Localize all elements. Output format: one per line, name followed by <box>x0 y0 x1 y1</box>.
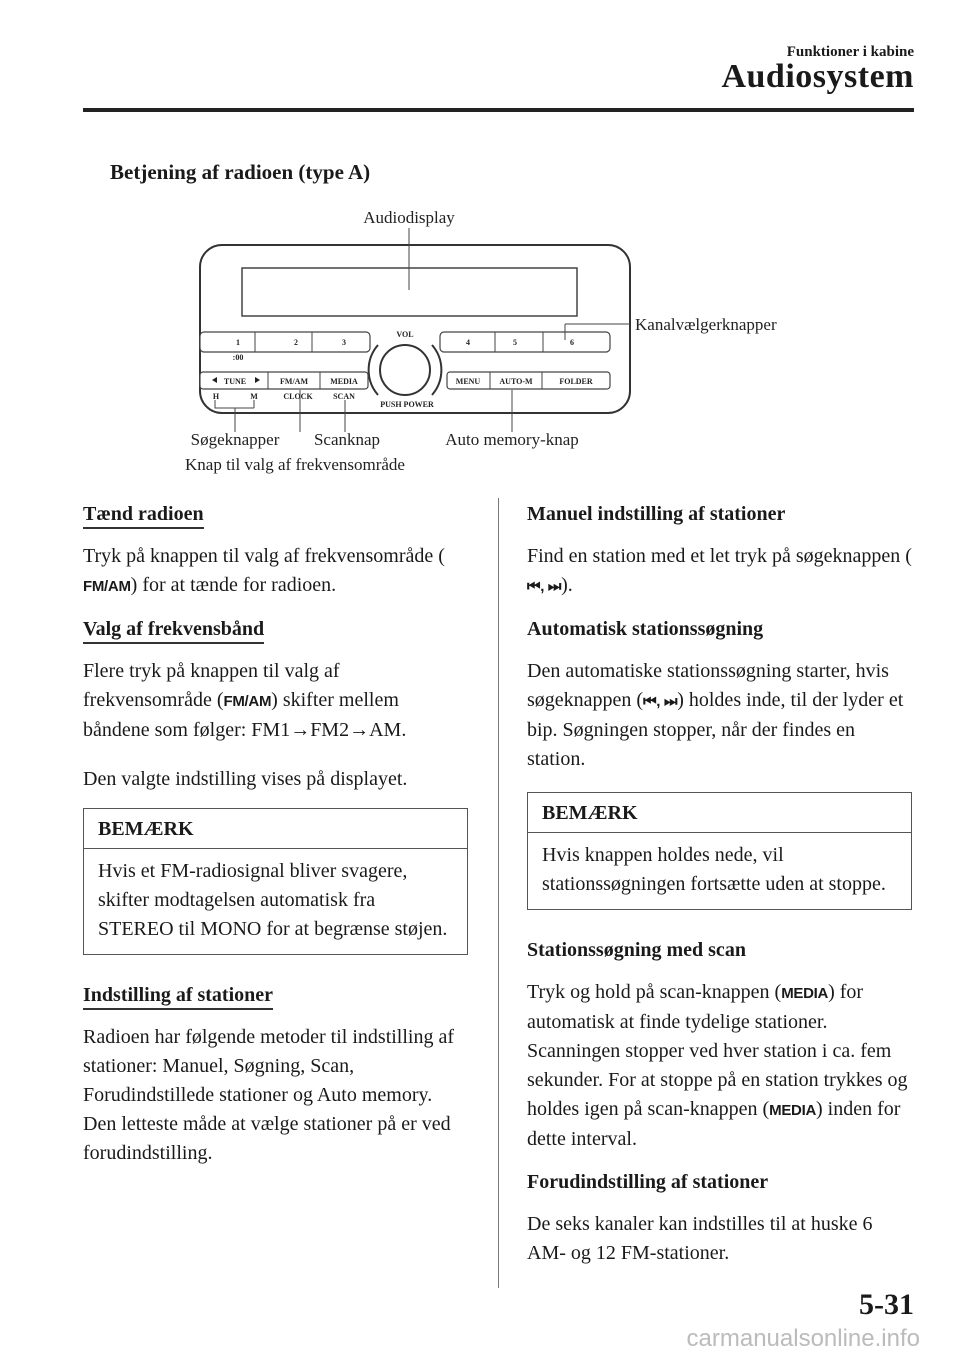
label-kanal: Kanalvælgerknapper <box>635 315 777 334</box>
clock-mark: :00 <box>232 353 244 362</box>
heading-automatisk: Automatisk stationssøgning <box>527 618 764 640</box>
push-power-label: PUSH POWER <box>380 400 434 409</box>
media-label: MEDIA <box>330 377 358 386</box>
note-heading: BEMÆRK <box>84 809 467 849</box>
autom-label: AUTO-M <box>499 377 533 386</box>
preset-3: 3 <box>342 338 346 347</box>
left-column <box>83 500 468 1182</box>
paragraph-forudindstilling: De seks kanaler kan indstilles til at huske 6 AM- og 12 FM-stationer. <box>527 1213 873 1264</box>
fmam-label: FM/AM <box>280 377 308 386</box>
preset-1: 1 <box>236 338 240 347</box>
label-sogeknapper: Søgeknapper <box>190 430 280 449</box>
header-rule <box>83 108 914 112</box>
tune-label: TUNE <box>223 377 247 386</box>
heading-manuel: Manuel indstilling af stationer <box>527 503 786 525</box>
preset-4: 4 <box>466 338 470 347</box>
note-heading-right: BEMÆRK <box>528 793 911 833</box>
h-label: H <box>212 392 220 401</box>
right-column <box>527 500 912 1282</box>
preset-5: 5 <box>513 338 517 347</box>
note-box-right <box>527 792 912 910</box>
note-body-right: Hvis knappen holdes nede, vil stationssøgningen fortsætte uden at stoppe. <box>542 844 886 895</box>
heading-frekvensbaand: Valg af frekvensbånd <box>83 615 468 643</box>
preset-2: 2 <box>294 338 298 347</box>
label-scanknap: Scanknap <box>313 430 381 449</box>
page-number: 5-31 <box>859 1288 914 1321</box>
vol-label: VOL <box>396 330 414 339</box>
fmam-button-glyph-2: FM/AM <box>223 693 272 710</box>
paragraph-taend: Tryk på knappen til valg af frekvensområde (FM/AM) for at tænde for radioen. <box>83 542 468 601</box>
seek-buttons-icon-2: ⏮, ⏭ <box>643 693 678 710</box>
header-section: Funktioner i kabine <box>786 44 914 60</box>
paragraph-manuel: Find en station med et let tryk på søgeknappen (⏮, ⏭). <box>527 542 912 601</box>
m-label: M <box>250 392 258 401</box>
note-box-left <box>83 808 468 955</box>
section-title: Betjening af radioen (type A) <box>110 160 371 184</box>
label-audiodisplay: Audiodisplay <box>363 208 455 227</box>
note-body: Hvis et FM-radiosignal bliver svagere, skifter modtagelsen automatisk fra STEREO til MONO for at begrænse støjen. <box>98 860 448 940</box>
clock-label: CLOCK <box>283 392 313 401</box>
heading-forudindstilling: Forudindstilling af stationer <box>527 1171 769 1193</box>
paragraph-scan: Tryk og hold på scan-knappen (MEDIA) for automatisk at finde tydelige stationer. Scanningen stopper ved hver station i ca. fem sekunder. For at stoppe på en station trykkes og holdes igen på scan-knappen (MEDIA) inden for dette interval. <box>527 981 908 1150</box>
scan-label: SCAN <box>333 392 355 401</box>
column-divider <box>498 498 499 1288</box>
radio-diagram <box>160 200 820 480</box>
seek-buttons-icon: ⏮, ⏭ <box>527 578 562 595</box>
media-button-glyph-2: MEDIA <box>769 1102 816 1119</box>
label-frekvens: Knap til valg af frekvensområde <box>185 455 405 474</box>
heading-scan: Stationssøgning med scan <box>527 939 746 961</box>
heading-taend-radioen: Tænd radioen <box>83 500 468 528</box>
paragraph-display: Den valgte indstilling vises på displayet. <box>83 768 408 790</box>
folder-label: FOLDER <box>559 377 593 386</box>
paragraph-indstilling: Radioen har følgende metoder til indstilling af stationer: Manuel, Søgning, Scan, Forudindstillede stationer og Auto memory. Den letteste måde at vælge stationer på er ved forudindstilling. <box>83 1026 455 1164</box>
media-button-glyph: MEDIA <box>781 985 829 1002</box>
preset-6: 6 <box>570 338 574 347</box>
fmam-button-glyph: FM/AM <box>83 578 131 595</box>
heading-indstilling: Indstilling af stationer <box>83 981 468 1009</box>
menu-label: MENU <box>455 377 481 386</box>
header-chapter: Audiosystem <box>721 58 914 95</box>
paragraph-automatisk: Den automatiske stationssøgning starter, hvis søgeknappen (⏮, ⏭) holdes inde, til der lyder et bip. Søgningen stopper, når der findes en station. <box>527 660 904 770</box>
watermark: carmanualsonline.info <box>686 1325 920 1352</box>
label-automemory: Auto memory-knap <box>445 430 579 449</box>
paragraph-frekvensbaand: Flere tryk på knappen til valg af frekvensområde (FM/AM) skifter mellem båndene som følger: FM1→FM2→AM. <box>83 660 407 741</box>
